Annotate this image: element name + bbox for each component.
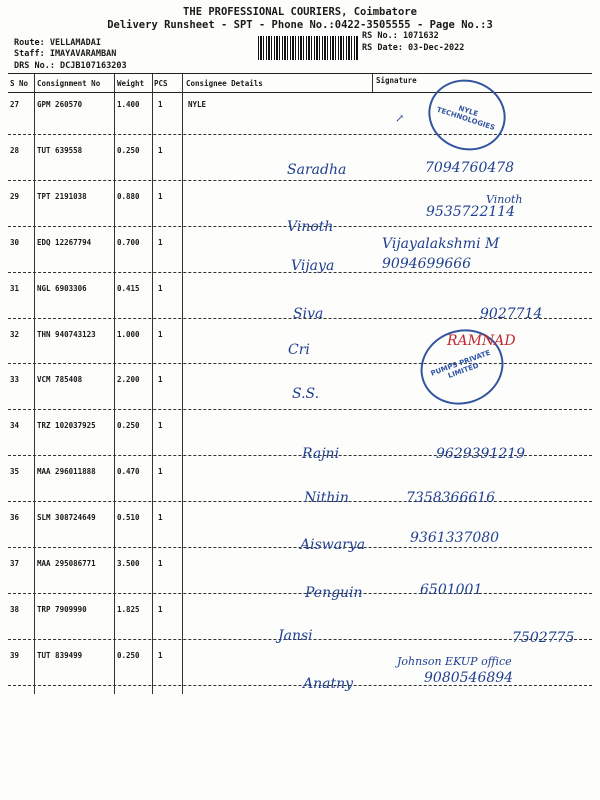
row-sno: 28 bbox=[10, 145, 20, 155]
col-header-sno: S No bbox=[10, 79, 29, 88]
company-seal-stamp: PUMPS PRIVATE LIMITED bbox=[410, 318, 514, 416]
col-header-weight: Weight bbox=[117, 79, 145, 88]
handwritten-name: S.S. bbox=[292, 386, 320, 402]
row-sno: 29 bbox=[10, 191, 20, 201]
row-consignment-no: EDQ 12267794 bbox=[37, 237, 92, 247]
handwritten-name: Cri bbox=[288, 342, 310, 358]
column-divider bbox=[372, 74, 373, 92]
row-sno: 37 bbox=[10, 559, 20, 568]
row-consignment-no: SLM 308724649 bbox=[37, 513, 96, 523]
handwritten-mark: ↗ bbox=[395, 112, 405, 125]
row-sno: 30 bbox=[10, 237, 20, 247]
row-weight: 0.510 bbox=[117, 513, 140, 523]
row-consignment-no: VCM 785408 bbox=[37, 375, 83, 385]
handwritten-phone: 7358366616 bbox=[406, 490, 496, 506]
row-pcs: 1 bbox=[158, 237, 163, 247]
row-sno: 38 bbox=[10, 604, 20, 614]
row-sno: 34 bbox=[10, 421, 20, 431]
table-top-border bbox=[8, 73, 592, 74]
row-weight: 0.880 bbox=[117, 191, 140, 201]
handwritten-phone: 9027714 bbox=[480, 306, 543, 322]
row-weight: 1.000 bbox=[117, 329, 140, 339]
handwritten-name: Rajni bbox=[302, 446, 340, 462]
handwritten-signature: Vinoth bbox=[486, 193, 523, 206]
column-divider bbox=[34, 74, 35, 694]
drs-label: DRS No.: DCJB107163203 bbox=[14, 61, 127, 71]
row-pcs: 1 bbox=[158, 283, 163, 293]
table-header-border bbox=[8, 92, 592, 93]
row-pcs: 1 bbox=[158, 467, 163, 477]
handwritten-phone: 6501001 bbox=[420, 582, 483, 598]
document-title: THE PROFESSIONAL COURIERS, Coimbatore bbox=[183, 6, 417, 18]
row-pcs: 1 bbox=[158, 145, 163, 155]
handwritten-name: Saradha bbox=[287, 162, 347, 178]
handwritten-phone: 9094699666 bbox=[382, 256, 472, 272]
row-consignment-no: MAA 296011888 bbox=[37, 467, 96, 477]
row-separator bbox=[8, 180, 592, 181]
col-header-pcs: PCS bbox=[154, 79, 168, 88]
row-pcs: 1 bbox=[158, 513, 163, 523]
row-consignment-no: TRP 7909990 bbox=[37, 604, 87, 614]
document-subtitle: Delivery Runsheet - SPT - Phone No.:0422-3505555 - Page No.:3 bbox=[107, 19, 493, 31]
handwritten-phone: 7094760478 bbox=[425, 160, 515, 176]
row-weight: 1.400 bbox=[117, 100, 140, 109]
row-weight: 0.250 bbox=[117, 650, 140, 660]
col-header-consignment: Consignment No bbox=[37, 79, 101, 88]
row-consignment-no: NGL 6903306 bbox=[37, 283, 87, 293]
handwritten-name: Jansi bbox=[278, 628, 313, 644]
barcode bbox=[258, 36, 358, 60]
row-consignment-no: GPM 260570 bbox=[37, 100, 83, 109]
row-weight: 0.470 bbox=[117, 467, 140, 477]
handwritten-phone: 9361337080 bbox=[410, 530, 500, 546]
row-sno: 35 bbox=[10, 467, 20, 477]
route-label: Route: VELLAMADAI bbox=[14, 38, 101, 48]
row-separator bbox=[8, 134, 592, 135]
row-separator bbox=[8, 501, 592, 502]
row-pcs: 1 bbox=[158, 375, 163, 385]
handwritten-name: Aiswarya bbox=[300, 537, 366, 553]
row-weight: 0.250 bbox=[117, 145, 140, 155]
handwritten-phone: 9629391219 bbox=[436, 446, 526, 462]
row-sno: 27 bbox=[10, 100, 20, 109]
row-consignment-no: TPT 2191038 bbox=[37, 191, 87, 201]
red-stamp-text: RAMNAD bbox=[447, 333, 516, 349]
row-weight: 2.200 bbox=[117, 375, 140, 385]
row-sno: 39 bbox=[10, 650, 20, 660]
handwritten-phone: 9080546894 bbox=[424, 670, 514, 686]
row-weight: 3.500 bbox=[117, 559, 140, 568]
row-pcs: 1 bbox=[158, 650, 163, 660]
rs-number: RS No.: 1071632 bbox=[362, 31, 439, 41]
handwritten-name: Vinoth bbox=[287, 219, 334, 235]
staff-label: Staff: IMAYAVARAMBAN bbox=[14, 49, 117, 59]
handwritten-signature: Johnson EKUP office bbox=[397, 655, 512, 668]
row-weight: 1.825 bbox=[117, 604, 140, 614]
handwritten-name: Vijaya bbox=[291, 258, 335, 274]
row-sno: 36 bbox=[10, 513, 20, 523]
row-consignment-no: TUT 839499 bbox=[37, 650, 83, 660]
row-weight: 0.700 bbox=[117, 237, 140, 247]
handwritten-signature: Vijayalakshmi M bbox=[382, 236, 500, 252]
row-sno: 31 bbox=[10, 283, 20, 293]
row-pcs: 1 bbox=[158, 100, 163, 109]
row-consignment-no: THN 940743123 bbox=[37, 329, 96, 339]
row-sno: 33 bbox=[10, 375, 20, 385]
row-weight: 0.250 bbox=[117, 421, 140, 431]
handwritten-name: Anatny bbox=[303, 676, 354, 692]
handwritten-name: Siva bbox=[293, 306, 324, 322]
row-pcs: 1 bbox=[158, 421, 163, 431]
handwritten-name: Nithin bbox=[304, 490, 349, 506]
column-divider bbox=[152, 74, 153, 694]
handwritten-phone: 9535722114 bbox=[426, 204, 516, 220]
row-weight: 0.415 bbox=[117, 283, 140, 293]
col-header-signature: Signature bbox=[376, 76, 417, 85]
row-separator bbox=[8, 363, 592, 364]
handwritten-phone: 7502775 bbox=[512, 630, 575, 646]
row-pcs: 1 bbox=[158, 329, 163, 339]
col-header-details: Consignee Details bbox=[186, 79, 263, 88]
row-pcs: 1 bbox=[158, 191, 163, 201]
row-pcs: 1 bbox=[158, 559, 163, 568]
row-separator bbox=[8, 593, 592, 594]
row-consignment-no: MAA 295086771 bbox=[37, 559, 96, 568]
row-consignment-no: TUT 639558 bbox=[37, 145, 83, 155]
row-separator bbox=[8, 409, 592, 410]
column-divider bbox=[114, 74, 115, 694]
row-consignment-no: TRZ 102037925 bbox=[37, 421, 96, 431]
company-seal-stamp: NYLE TECHNOLOGIES bbox=[419, 70, 515, 161]
handwritten-name: Penguin bbox=[305, 585, 363, 601]
column-divider bbox=[182, 74, 183, 694]
row-sno: 32 bbox=[10, 329, 20, 339]
row-pcs: 1 bbox=[158, 604, 163, 614]
row-consignee-details: NYLE bbox=[188, 100, 207, 109]
rs-date: RS Date: 03-Dec-2022 bbox=[362, 43, 465, 53]
